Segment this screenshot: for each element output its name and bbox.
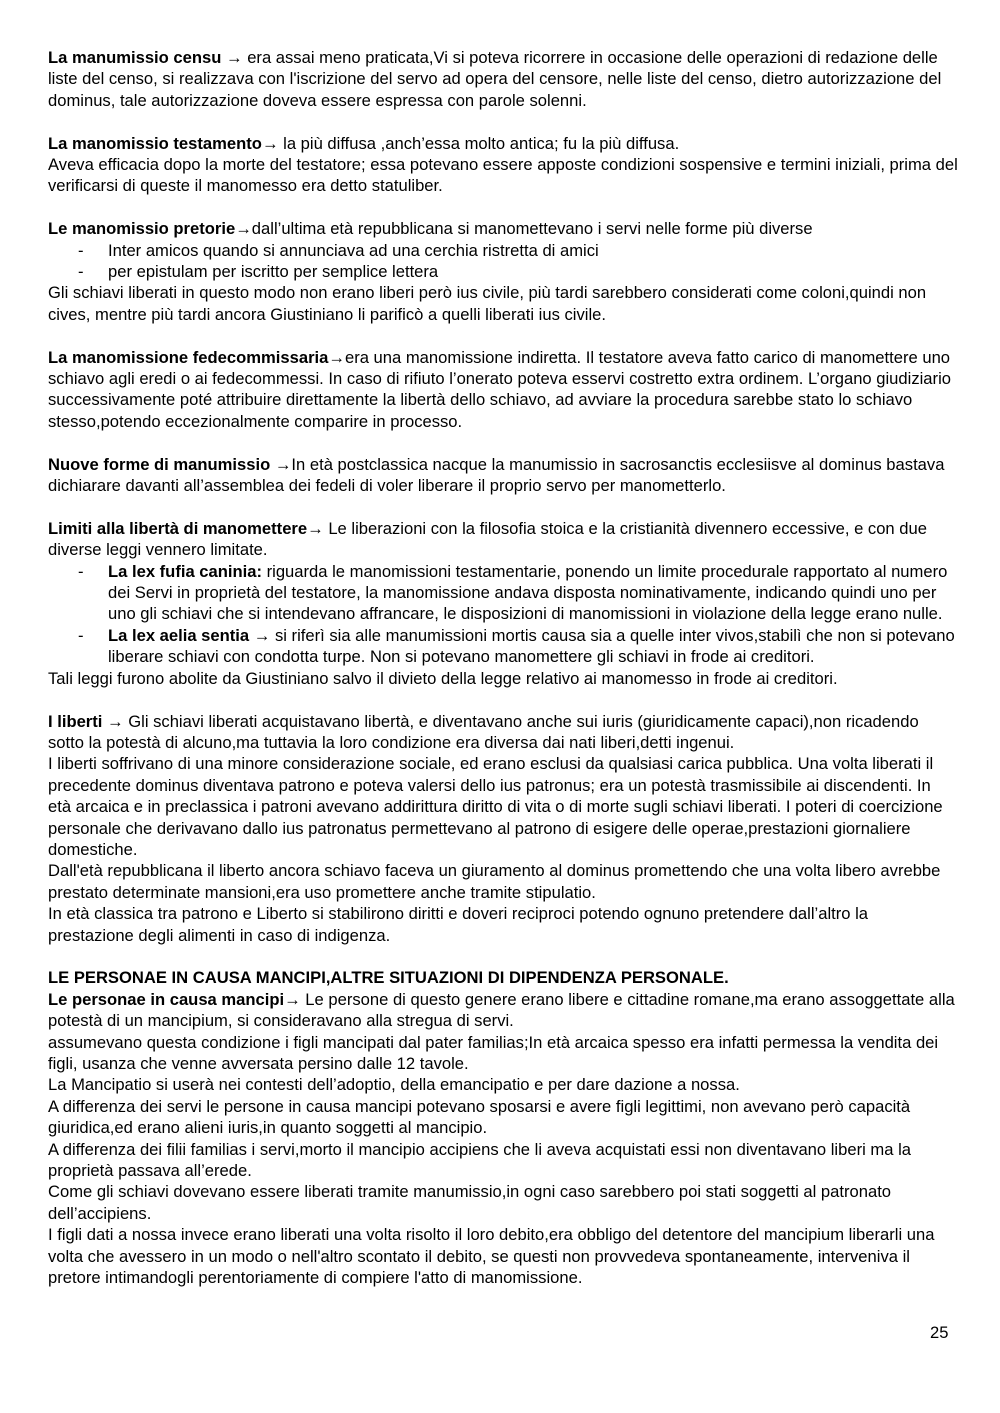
section-text: → Le persone di questo genere erano libere e cittadine romane,ma erano assoggettate alla potestà di un mancipium, si consideravano alla stregua di servi. xyxy=(48,989,955,1031)
section-personae-in-causa-mancipi xyxy=(48,989,958,1032)
section-manumissio-censu xyxy=(48,47,958,111)
list-item: - per epistulam per iscritto per semplice lettera xyxy=(78,262,439,282)
document-page xyxy=(48,47,958,1288)
section-heading: La manumissio censu xyxy=(48,48,222,67)
section-text: → Gli schiavi liberati acquistavano libertà, e diventavano anche sui iuris (giuridicamente capaci),non ricadendo sotto la potestà di alcuno,ma tuttavia la loro condizione era diversa dai nati liberi,detti ingenui. xyxy=(48,711,919,752)
paragraph: Aveva efficacia dopo la morte del testatore; essa potevano essere apposte condizioni sospensive e termini iniziali, prima del verificarsi di queste il manomesso era detto statuliber. xyxy=(48,155,958,196)
section-heading: I liberti xyxy=(48,711,103,731)
paragraph: La Mancipatio si userà nei contesti dell’adoptio, della emancipatio e per dare dazione a nossa. xyxy=(48,1075,740,1095)
paragraph: A differenza dei filii familias i servi,morto il mancipio accipiens che li aveva acquistati essi non diventavano liberi ma la proprietà passava all’erede. xyxy=(48,1139,911,1181)
bullet-list xyxy=(48,561,958,668)
section-nuove-forme xyxy=(48,454,958,497)
section-text: →era una manomissione indiretta. Il testatore aveva fatto carico di manomettere uno schiavo agli eredi o ai fedecommessi. In caso di rifiuto l’onerato poteva esservi costretto extra ordinem. L’organo giudiziario successivamente poté attribuire direttamente la libertà dello schiavo, ad avviare la procedura sarebbe stato lo schiavo stesso,potendo eccezionalmente comparire in processo. xyxy=(48,347,951,431)
paragraph: Gli schiavi liberati in questo modo non erano liberi però ius civile, più tardi sarebbero considerati come coloni,quindi non cives, mentre più tardi ancora Giustiniano li parificò a quelli liberati ius civile. xyxy=(48,283,927,324)
section-text: → Le liberazioni con la filosofia stoica e la cristianità divennero eccessive, e con due diverse leggi vennero limitate. xyxy=(48,518,927,560)
page-number: 25 xyxy=(930,1323,949,1342)
section-heading: Nuove forme di manumissio xyxy=(48,454,271,474)
paragraph: Dall'età repubblicana il liberto ancora schiavo faceva un giuramento al dominus promettendo che una volta libero avrebbe prestato determinate mansioni,era uso promettere anche tramite stipulatio. xyxy=(48,861,941,902)
bullet-list xyxy=(48,240,958,283)
paragraph: Come gli schiavi dovevano essere liberati tramite manumissio,in ogni caso sarebbero poi stati soggetti al patronato dell’accipiens. xyxy=(48,1182,892,1223)
section-manomissione-fedecommissaria xyxy=(48,347,958,433)
paragraph: Tali leggi furono abolite da Giustiniano salvo il divieto della legge relativo ai manomesso in frode ai creditori. xyxy=(48,668,838,688)
section-heading: La manomissio testamento xyxy=(48,133,262,153)
paragraph: In età classica tra patrono e Liberto si stabilirono diritti e doveri reciproci potendo ognuno pretendere dall’altro la prestazione degli alimenti in caso di indigenza. xyxy=(48,904,869,945)
section-manomissio-testamento xyxy=(48,133,958,154)
law-heading: La lex aelia sentia xyxy=(108,625,250,645)
paragraph: I figli dati a nossa invece erano liberati una volta risolto il loro debito,era obbligo del detentore del mancipium liberarli una volta che avessero in un modo o nell'altro scontato il debito, se questi non provvedeva spontaneamente, interveniva il pretore intimandogli perentoriamente di compiere l'atto di manomissione. xyxy=(48,1225,935,1288)
section-liberti xyxy=(48,711,958,754)
section-text: → la più diffusa ,anch’essa molto antica; fu la più diffusa. xyxy=(261,133,680,153)
paragraph: I liberti soffrivano di una minore considerazione sociale, ed erano esclusi da qualsiasi carica pubblica. Una volta liberati il precedente dominus diventava patrono e poteva valersi dello ius patronus; era un potestà trasmissibile ai discendenti. In età arcaica e in preclassica i patroni avevano addirittura diritto di vita o di morte sugli schiavi liberati. I poteri di coercizione personale che derivavano dallo ius patronatus permettevano al patrono di esigere delle operae,prestazioni giornaliere domestiche. xyxy=(48,754,943,859)
section-limiti xyxy=(48,518,958,561)
law-heading: La lex fufia caninia: xyxy=(108,561,262,581)
section-heading: Le personae in causa mancipi xyxy=(48,989,285,1009)
section-heading: Limiti alla libertà di manomettere xyxy=(48,518,308,538)
list-item: - Inter amicos quando si annunciava ad una cerchia ristretta di amici xyxy=(78,240,599,260)
paragraph: assumevano questa condizione i figli mancipati dal pater familias;In età arcaica spesso era infatti permessa la vendita dei figli, usanza che venne avversata persino dalle 12 tavole. xyxy=(48,1032,939,1073)
paragraph: A differenza dei servi le persone in causa mancipi potevano sposarsi e avere figli legittimi, non avevano però capacità giuridica,ed erano alieni iuris,in quanto soggetti al mancipio. xyxy=(48,1096,911,1138)
section-manomissio-pretorie xyxy=(48,218,958,239)
section-text: → era assai meno praticata,Vi si poteva ricorrere in occasione delle operazioni di redazione delle liste del censo, si realizzava con l'iscrizione del servo ad opera del censore, nelle liste del censo, dietro autorizzazione del dominus, tale autorizzazione doveva essere espressa con parole solenni. xyxy=(48,48,942,110)
chapter-title: LE PERSONAE IN CAUSA MANCIPI,ALTRE SITUAZIONI DI DIPENDENZA PERSONALE. xyxy=(48,968,729,988)
list-item: - La lex fufia caninia: riguarda le manomissioni testamentarie, ponendo un limite procedurale rapportato al numero dei Servi in proprietà del testatore, la manomissione andava disposta nominativamente, indicando quindi uno per uno gli schiavi che si intendevano affrancare, le disposizioni di manomissioni in violazione della legge erano nulle. xyxy=(78,561,948,624)
section-heading: Le manomissio pretorie xyxy=(48,219,236,239)
section-text: →In età postclassica nacque la manumissio in sacrosanctis ecclesiisve al dominus bastava dichiarare davanti all’assemblea dei fedeli di voler liberare il proprio servo per manometterlo. xyxy=(48,454,945,496)
section-text: →dall’ultima età repubblicana si manomettevano i servi nelle forme più diverse xyxy=(235,219,813,239)
list-item: - La lex aelia sentia → si riferì sia alle manumissioni mortis causa sia a quelle inter vivos,stabilì che non si potevano liberare schiavi con condotta turpe. Non si potevano manomettere gli schiavi in frode ai creditori. xyxy=(78,625,955,667)
section-heading: La manomissione fedecommissaria xyxy=(48,347,329,367)
